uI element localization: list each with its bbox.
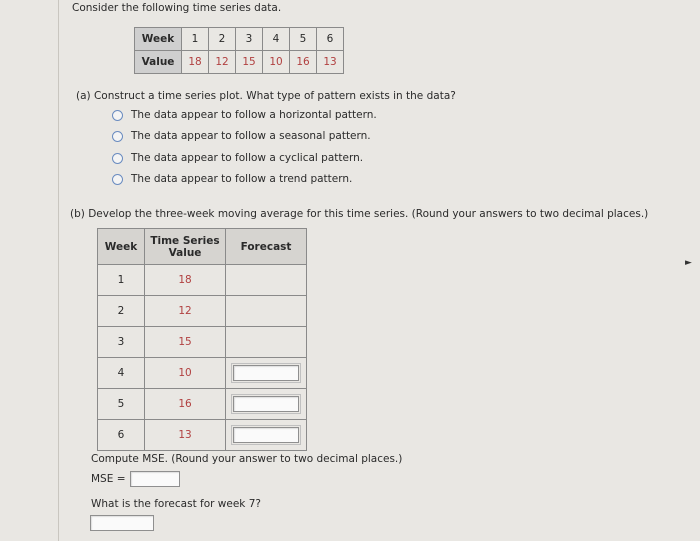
- ma-week-header: Week: [98, 229, 145, 265]
- week-header: Week: [135, 28, 182, 51]
- ma-value-cell: 12: [145, 296, 226, 327]
- ma-forecast-cell: [226, 327, 307, 358]
- option-label: The data appear to follow a horizontal pattern.: [131, 109, 377, 121]
- radio-button[interactable]: [112, 131, 123, 142]
- radio-button[interactable]: [112, 153, 123, 164]
- value-header: Value: [135, 51, 182, 74]
- mse-input[interactable]: [130, 471, 180, 487]
- part-a: [76, 90, 456, 102]
- ma-forecast-cell: [226, 296, 307, 327]
- mouse-cursor-icon: ►: [685, 258, 692, 268]
- week7-input-wrap: [90, 515, 154, 531]
- week-cell: 2: [209, 28, 236, 51]
- ma-week-cell: 3: [98, 327, 145, 358]
- option-label: The data appear to follow a seasonal pattern.: [131, 130, 371, 142]
- ma-value-cell: 13: [145, 420, 226, 451]
- radio-button[interactable]: [112, 174, 123, 185]
- table-row: [98, 265, 307, 296]
- ma-value-header: [145, 229, 226, 265]
- ma-header-row: [98, 229, 307, 265]
- part-a-question: (a) Construct a time series plot. What type of pattern exists in the data?: [76, 90, 456, 102]
- value-row: [135, 51, 344, 74]
- option-seasonal[interactable]: [112, 130, 371, 142]
- ma-value-cell: 15: [145, 327, 226, 358]
- value-cell: 12: [209, 51, 236, 74]
- page-margin-line: [58, 0, 59, 541]
- forecast-week-5-input[interactable]: [233, 396, 299, 412]
- ma-week-cell: 2: [98, 296, 145, 327]
- ma-week-cell: 1: [98, 265, 145, 296]
- week-cell: 4: [263, 28, 290, 51]
- ma-forecast-cell: [226, 389, 307, 420]
- ma-week-cell: 6: [98, 420, 145, 451]
- option-label: The data appear to follow a trend pattern.: [131, 173, 353, 185]
- option-trend[interactable]: [112, 173, 352, 185]
- week-cell: 3: [236, 28, 263, 51]
- ma-forecast-header: Forecast: [226, 229, 307, 265]
- option-cyclical[interactable]: [112, 152, 363, 164]
- forecast-week-6-input[interactable]: [233, 427, 299, 443]
- value-cell: 15: [236, 51, 263, 74]
- table-row: [98, 389, 307, 420]
- ma-value-cell: 18: [145, 265, 226, 296]
- option-horizontal[interactable]: [112, 109, 377, 121]
- part-b-question: (b) Develop the three-week moving average for this time series. (Round your answers to two decimal places.): [70, 208, 649, 220]
- week-row: [135, 28, 344, 51]
- table-row: [98, 296, 307, 327]
- ma-value-cell: 16: [145, 389, 226, 420]
- mse-label: MSE =: [91, 473, 126, 485]
- week7-question: What is the forecast for week 7?: [91, 498, 261, 510]
- ma-week-cell: 4: [98, 358, 145, 389]
- ma-value-header-line2: Value: [168, 246, 202, 259]
- ma-value-cell: 10: [145, 358, 226, 389]
- value-cell: 10: [263, 51, 290, 74]
- forecast-week-4-input[interactable]: [233, 365, 299, 381]
- week-cell: 1: [182, 28, 209, 51]
- moving-average-table: [97, 228, 307, 451]
- value-cell: 18: [182, 51, 209, 74]
- time-series-table: [134, 27, 344, 74]
- week-cell: 5: [290, 28, 317, 51]
- ma-forecast-cell: [226, 265, 307, 296]
- table-row: [98, 358, 307, 389]
- ma-value-header-line1: Time Series: [150, 234, 220, 247]
- radio-button[interactable]: [112, 110, 123, 121]
- mse-question: Compute MSE. (Round your answer to two decimal places.): [91, 453, 403, 465]
- table-row: [98, 327, 307, 358]
- ma-week-cell: 5: [98, 389, 145, 420]
- table-row: [98, 420, 307, 451]
- week-cell: 6: [317, 28, 344, 51]
- ma-forecast-cell: [226, 358, 307, 389]
- value-cell: 13: [317, 51, 344, 74]
- mse-row: [91, 471, 180, 487]
- value-cell: 16: [290, 51, 317, 74]
- ma-forecast-cell: [226, 420, 307, 451]
- week7-forecast-input[interactable]: [90, 515, 154, 531]
- intro-text: Consider the following time series data.: [72, 2, 282, 14]
- option-label: The data appear to follow a cyclical pattern.: [131, 152, 364, 164]
